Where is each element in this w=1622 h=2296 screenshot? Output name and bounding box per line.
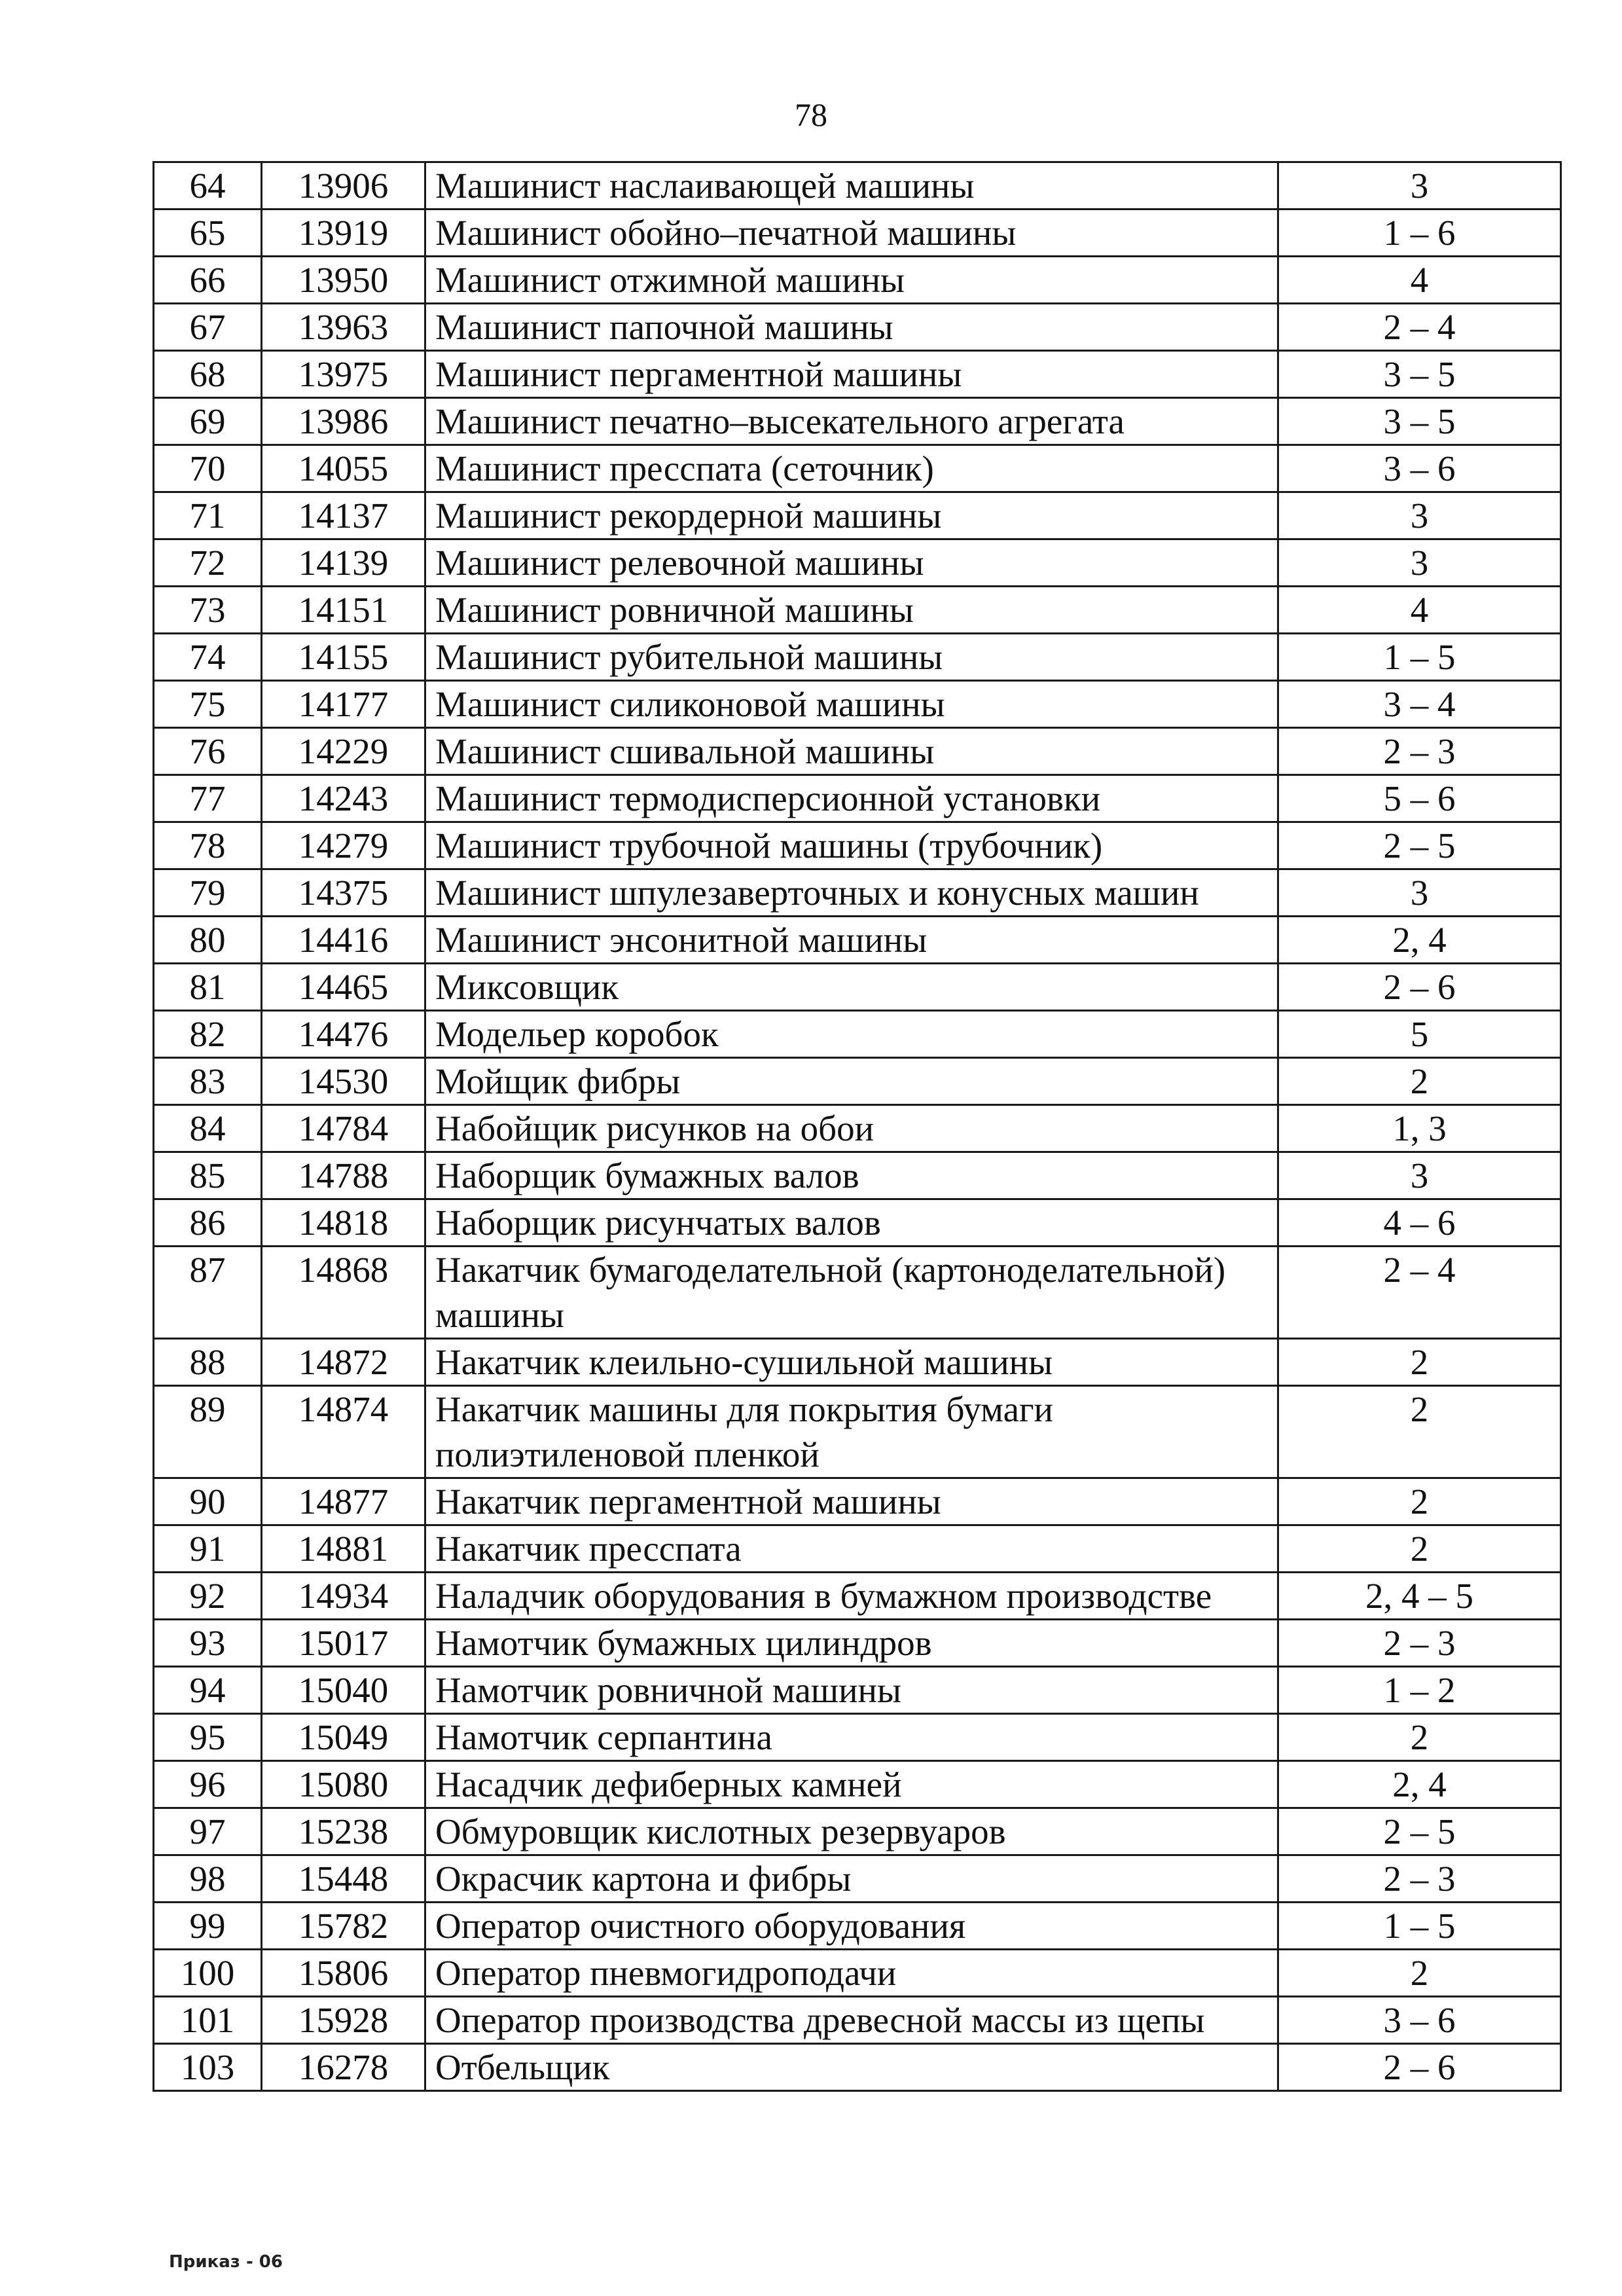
table-row: [154, 1339, 1561, 1386]
profession-name: Машинист энсонитной машины: [425, 917, 1278, 964]
profession-name: Машинист термодисперсионной установки: [425, 775, 1278, 822]
row-number: 97: [154, 1808, 262, 1855]
grade-range: 3 – 5: [1278, 398, 1561, 445]
grade-range: 4: [1278, 587, 1561, 634]
profession-name: Машинист трубочной машины (трубочник): [425, 822, 1278, 869]
row-number: 93: [154, 1620, 262, 1667]
table-row: [154, 1152, 1561, 1199]
grade-range: 1 – 6: [1278, 210, 1561, 257]
grade-range: 2 – 3: [1278, 728, 1561, 775]
table-row: [154, 1386, 1561, 1478]
table-row: [154, 1573, 1561, 1620]
row-number: 66: [154, 257, 262, 304]
grade-range: 3 – 4: [1278, 681, 1561, 728]
table-row: [154, 587, 1561, 634]
profession-code: 15782: [262, 1903, 425, 1950]
table-row: [154, 681, 1561, 728]
profession-name: Машинист ровничной машины: [425, 587, 1278, 634]
profession-code: 15238: [262, 1808, 425, 1855]
table-row: [154, 1478, 1561, 1525]
profession-code: 13963: [262, 304, 425, 351]
table-row: [154, 1247, 1561, 1339]
grade-range: 2, 4: [1278, 917, 1561, 964]
profession-name: Насадчик дефиберных камней: [425, 1761, 1278, 1808]
profession-code: 14877: [262, 1478, 425, 1525]
profession-name: Намотчик бумажных цилиндров: [425, 1620, 1278, 1667]
row-number: 84: [154, 1105, 262, 1152]
row-number: 99: [154, 1903, 262, 1950]
profession-code: 15080: [262, 1761, 425, 1808]
profession-code: 14874: [262, 1386, 425, 1478]
table-row: [154, 1525, 1561, 1573]
grade-range: 2, 4 – 5: [1278, 1573, 1561, 1620]
row-number: 69: [154, 398, 262, 445]
table-row: [154, 1667, 1561, 1714]
row-number: 67: [154, 304, 262, 351]
grade-range: 2: [1278, 1339, 1561, 1386]
profession-name: Машинист релевочной машины: [425, 539, 1278, 587]
row-number: 103: [154, 2044, 262, 2091]
profession-name: Машинист папочной машины: [425, 304, 1278, 351]
profession-name: Отбельщик: [425, 2044, 1278, 2091]
profession-name: Оператор производства древесной массы из щепы: [425, 1997, 1278, 2044]
profession-code: 13950: [262, 257, 425, 304]
table-row: [154, 822, 1561, 869]
table-row: [154, 1855, 1561, 1903]
profession-name: Накатчик бумагоделательной (картоноделательной) машины: [425, 1247, 1278, 1339]
row-number: 85: [154, 1152, 262, 1199]
table-row: [154, 1105, 1561, 1152]
profession-name: Оператор пневмогидроподачи: [425, 1950, 1278, 1997]
table-row: [154, 1011, 1561, 1058]
row-number: 77: [154, 775, 262, 822]
table-row: [154, 1808, 1561, 1855]
table-row: [154, 964, 1561, 1011]
profession-name: Наборщик рисунчатых валов: [425, 1199, 1278, 1247]
row-number: 87: [154, 1247, 262, 1339]
profession-code: 13906: [262, 162, 425, 210]
row-number: 81: [154, 964, 262, 1011]
page-number: 78: [795, 96, 827, 133]
profession-name: Наборщик бумажных валов: [425, 1152, 1278, 1199]
table-row: [154, 1714, 1561, 1761]
grade-range: 1 – 5: [1278, 634, 1561, 681]
table-row: [154, 210, 1561, 257]
profession-name: Накатчик пресспата: [425, 1525, 1278, 1573]
row-number: 72: [154, 539, 262, 587]
profession-name: Машинист пресспата (сеточник): [425, 445, 1278, 492]
profession-code: 14139: [262, 539, 425, 587]
row-number: 71: [154, 492, 262, 539]
grade-range: 4: [1278, 257, 1561, 304]
profession-table-body: [154, 162, 1561, 2091]
profession-name: Машинист рекордерной машины: [425, 492, 1278, 539]
profession-code: 14476: [262, 1011, 425, 1058]
grade-range: 2 – 3: [1278, 1620, 1561, 1667]
row-number: 76: [154, 728, 262, 775]
row-number: 82: [154, 1011, 262, 1058]
profession-table: [153, 161, 1562, 2092]
row-number: 73: [154, 587, 262, 634]
profession-name: Накатчик клеильно-сушильной машины: [425, 1339, 1278, 1386]
grade-range: 3: [1278, 539, 1561, 587]
grade-range: 2: [1278, 1714, 1561, 1761]
grade-range: 3: [1278, 162, 1561, 210]
row-number: 79: [154, 869, 262, 917]
profession-code: 14788: [262, 1152, 425, 1199]
grade-range: 2 – 3: [1278, 1855, 1561, 1903]
profession-code: 14229: [262, 728, 425, 775]
profession-code: 14375: [262, 869, 425, 917]
profession-name: Окрасчик картона и фибры: [425, 1855, 1278, 1903]
profession-code: 14177: [262, 681, 425, 728]
table-row: [154, 1761, 1561, 1808]
table-row: [154, 775, 1561, 822]
profession-code: 14868: [262, 1247, 425, 1339]
profession-code: 14137: [262, 492, 425, 539]
profession-name: Миксовщик: [425, 964, 1278, 1011]
profession-code: 14818: [262, 1199, 425, 1247]
profession-code: 14279: [262, 822, 425, 869]
profession-code: 16278: [262, 2044, 425, 2091]
profession-code: 14155: [262, 634, 425, 681]
grade-range: 3: [1278, 492, 1561, 539]
grade-range: 5 – 6: [1278, 775, 1561, 822]
row-number: 92: [154, 1573, 262, 1620]
profession-code: 15049: [262, 1714, 425, 1761]
row-number: 74: [154, 634, 262, 681]
grade-range: 2 – 4: [1278, 304, 1561, 351]
profession-name: Машинист силиконовой машины: [425, 681, 1278, 728]
profession-code: 15448: [262, 1855, 425, 1903]
table-row: [154, 257, 1561, 304]
profession-name: Наладчик оборудования в бумажном производстве: [425, 1573, 1278, 1620]
row-number: 95: [154, 1714, 262, 1761]
table-row: [154, 492, 1561, 539]
grade-range: 2 – 5: [1278, 1808, 1561, 1855]
profession-name: Намотчик ровничной машины: [425, 1667, 1278, 1714]
row-number: 96: [154, 1761, 262, 1808]
row-number: 75: [154, 681, 262, 728]
table-row: [154, 398, 1561, 445]
profession-name: Машинист наслаивающей машины: [425, 162, 1278, 210]
row-number: 101: [154, 1997, 262, 2044]
profession-code: 15040: [262, 1667, 425, 1714]
row-number: 80: [154, 917, 262, 964]
table-row: [154, 1620, 1561, 1667]
profession-name: Мойщик фибры: [425, 1058, 1278, 1105]
profession-code: 13919: [262, 210, 425, 257]
profession-code: 13975: [262, 351, 425, 398]
row-number: 64: [154, 162, 262, 210]
row-number: 65: [154, 210, 262, 257]
table-row: [154, 1199, 1561, 1247]
grade-range: 3: [1278, 1152, 1561, 1199]
table-row: [154, 1950, 1561, 1997]
grade-range: 3 – 6: [1278, 445, 1561, 492]
profession-code: 14872: [262, 1339, 425, 1386]
grade-range: 2 – 6: [1278, 964, 1561, 1011]
profession-name: Обмуровщик кислотных резервуаров: [425, 1808, 1278, 1855]
table-row: [154, 728, 1561, 775]
row-number: 68: [154, 351, 262, 398]
table-row: [154, 917, 1561, 964]
table-row: [154, 2044, 1561, 2091]
profession-name: Машинист рубительной машины: [425, 634, 1278, 681]
row-number: 83: [154, 1058, 262, 1105]
profession-code: 14934: [262, 1573, 425, 1620]
profession-code: 14881: [262, 1525, 425, 1573]
table-row: [154, 869, 1561, 917]
profession-code: 14055: [262, 445, 425, 492]
grade-range: 3 – 6: [1278, 1997, 1561, 2044]
profession-name: Машинист отжимной машины: [425, 257, 1278, 304]
row-number: 98: [154, 1855, 262, 1903]
grade-range: 2: [1278, 1525, 1561, 1573]
table-row: [154, 1997, 1561, 2044]
table-row: [154, 1058, 1561, 1105]
profession-code: 14151: [262, 587, 425, 634]
table-row: [154, 634, 1561, 681]
profession-name: Машинист пергаментной машины: [425, 351, 1278, 398]
profession-code: 13986: [262, 398, 425, 445]
table-row: [154, 445, 1561, 492]
row-number: 91: [154, 1525, 262, 1573]
profession-code: 14243: [262, 775, 425, 822]
grade-range: 1, 3: [1278, 1105, 1561, 1152]
profession-name: Набойщик рисунков на обои: [425, 1105, 1278, 1152]
profession-name: Машинист обойно–печатной машины: [425, 210, 1278, 257]
grade-range: 2: [1278, 1950, 1561, 1997]
profession-code: 15017: [262, 1620, 425, 1667]
profession-code: 15806: [262, 1950, 425, 1997]
row-number: 78: [154, 822, 262, 869]
table-row: [154, 162, 1561, 210]
grade-range: 2: [1278, 1386, 1561, 1478]
table-row: [154, 351, 1561, 398]
row-number: 90: [154, 1478, 262, 1525]
row-number: 100: [154, 1950, 262, 1997]
profession-name: Накатчик пергаментной машины: [425, 1478, 1278, 1525]
table-row: [154, 1903, 1561, 1950]
grade-range: 3 – 5: [1278, 351, 1561, 398]
row-number: 86: [154, 1199, 262, 1247]
profession-code: 15928: [262, 1997, 425, 2044]
row-number: 89: [154, 1386, 262, 1478]
grade-range: 2: [1278, 1058, 1561, 1105]
grade-range: 1 – 5: [1278, 1903, 1561, 1950]
table-row: [154, 539, 1561, 587]
profession-name: Оператор очистного оборудования: [425, 1903, 1278, 1950]
row-number: 88: [154, 1339, 262, 1386]
grade-range: 2 – 5: [1278, 822, 1561, 869]
profession-code: 14530: [262, 1058, 425, 1105]
table-row: [154, 304, 1561, 351]
profession-name: Машинист сшивальной машины: [425, 728, 1278, 775]
grade-range: 2 – 6: [1278, 2044, 1561, 2091]
grade-range: 2: [1278, 1478, 1561, 1525]
profession-name: Накатчик машины для покрытия бумаги полиэтиленовой пленкой: [425, 1386, 1278, 1478]
grade-range: 1 – 2: [1278, 1667, 1561, 1714]
grade-range: 2, 4: [1278, 1761, 1561, 1808]
profession-code: 14784: [262, 1105, 425, 1152]
row-number: 70: [154, 445, 262, 492]
grade-range: 2 – 4: [1278, 1247, 1561, 1339]
profession-name: Намотчик серпантина: [425, 1714, 1278, 1761]
grade-range: 5: [1278, 1011, 1561, 1058]
profession-name: Машинист печатно–высекательного агрегата: [425, 398, 1278, 445]
order-footer: Приказ - 06: [169, 2252, 283, 2272]
profession-name: Модельер коробок: [425, 1011, 1278, 1058]
grade-range: 3: [1278, 869, 1561, 917]
profession-code: 14416: [262, 917, 425, 964]
profession-name: Машинист шпулезаверточных и конусных машин: [425, 869, 1278, 917]
row-number: 94: [154, 1667, 262, 1714]
profession-code: 14465: [262, 964, 425, 1011]
grade-range: 4 – 6: [1278, 1199, 1561, 1247]
